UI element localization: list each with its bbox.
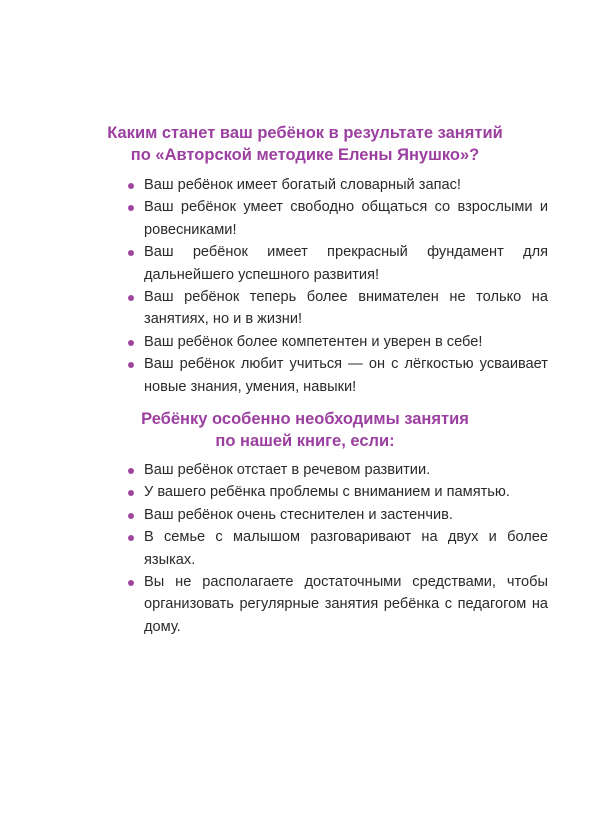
bullet-icon — [128, 362, 134, 368]
list-item — [128, 196, 548, 241]
list-item — [128, 459, 548, 481]
bullet-icon — [128, 205, 134, 211]
bullet-icon — [128, 295, 134, 301]
section-1-list — [128, 174, 548, 398]
bullet-icon — [128, 250, 134, 256]
section-1-heading — [60, 122, 550, 166]
list-item — [128, 571, 548, 638]
bullet-icon — [128, 183, 134, 189]
bullet-icon — [128, 580, 134, 586]
list-item — [128, 526, 548, 571]
bullet-icon — [128, 468, 134, 474]
list-item-text: Ваш ребёнок имеет прекрасный фундамент для дальнейшего успешного развития! — [144, 244, 548, 283]
list-item-text: Ваш ребёнок умеет свободно общаться со взрослыми и ровесниками! — [144, 199, 548, 238]
list-item — [128, 481, 548, 503]
list-item — [128, 504, 548, 526]
section-2-heading — [60, 408, 550, 452]
bullet-icon — [128, 513, 134, 519]
list-item-text: Ваш ребёнок теперь более внимателен не только на занятиях, но и в жизни! — [144, 289, 548, 328]
section-1-heading-line-2: по «Авторской методике Елены Янушко»? — [130, 146, 480, 164]
list-item-text: Ваш ребёнок отстает в речевом развитии. — [144, 462, 431, 478]
list-item-text: Ваш ребёнок очень стеснителен и застенчив. — [144, 506, 453, 523]
list-item — [128, 353, 548, 398]
section-1-heading-line-1: Каким станет ваш ребёнок в результате занятий — [107, 124, 503, 142]
section-2-heading-line-1: Ребёнку особенно необходимы занятия — [141, 410, 469, 428]
list-item — [128, 174, 548, 196]
bullet-icon — [128, 490, 134, 496]
section-2-heading-line-2: по нашей книге, если: — [215, 432, 395, 450]
list-item — [128, 241, 548, 286]
list-item-text: Ваш ребёнок любит учиться — он с лёгкостью усваивает новые знания, умения, навыки! — [144, 356, 548, 395]
list-item-text: Ваш ребёнок более компетентен и уверен в себе! — [144, 333, 483, 350]
bullet-icon — [128, 340, 134, 346]
list-item-text: У вашего ребёнка проблемы с вниманием и памятью. — [144, 484, 510, 501]
list-item-text: Ваш ребёнок имеет богатый словарный запас! — [144, 177, 461, 193]
list-item — [128, 331, 548, 353]
list-item-text: Вы не располагаете достаточными средствами, чтобы организовать регулярные занятия ребёнка с педагогом на дому. — [144, 574, 548, 635]
list-item — [128, 286, 548, 331]
list-item-text: В семье с малышом разговаривают на двух и более языках. — [144, 529, 548, 568]
section-2-list — [128, 459, 548, 638]
bullet-icon — [128, 535, 134, 541]
